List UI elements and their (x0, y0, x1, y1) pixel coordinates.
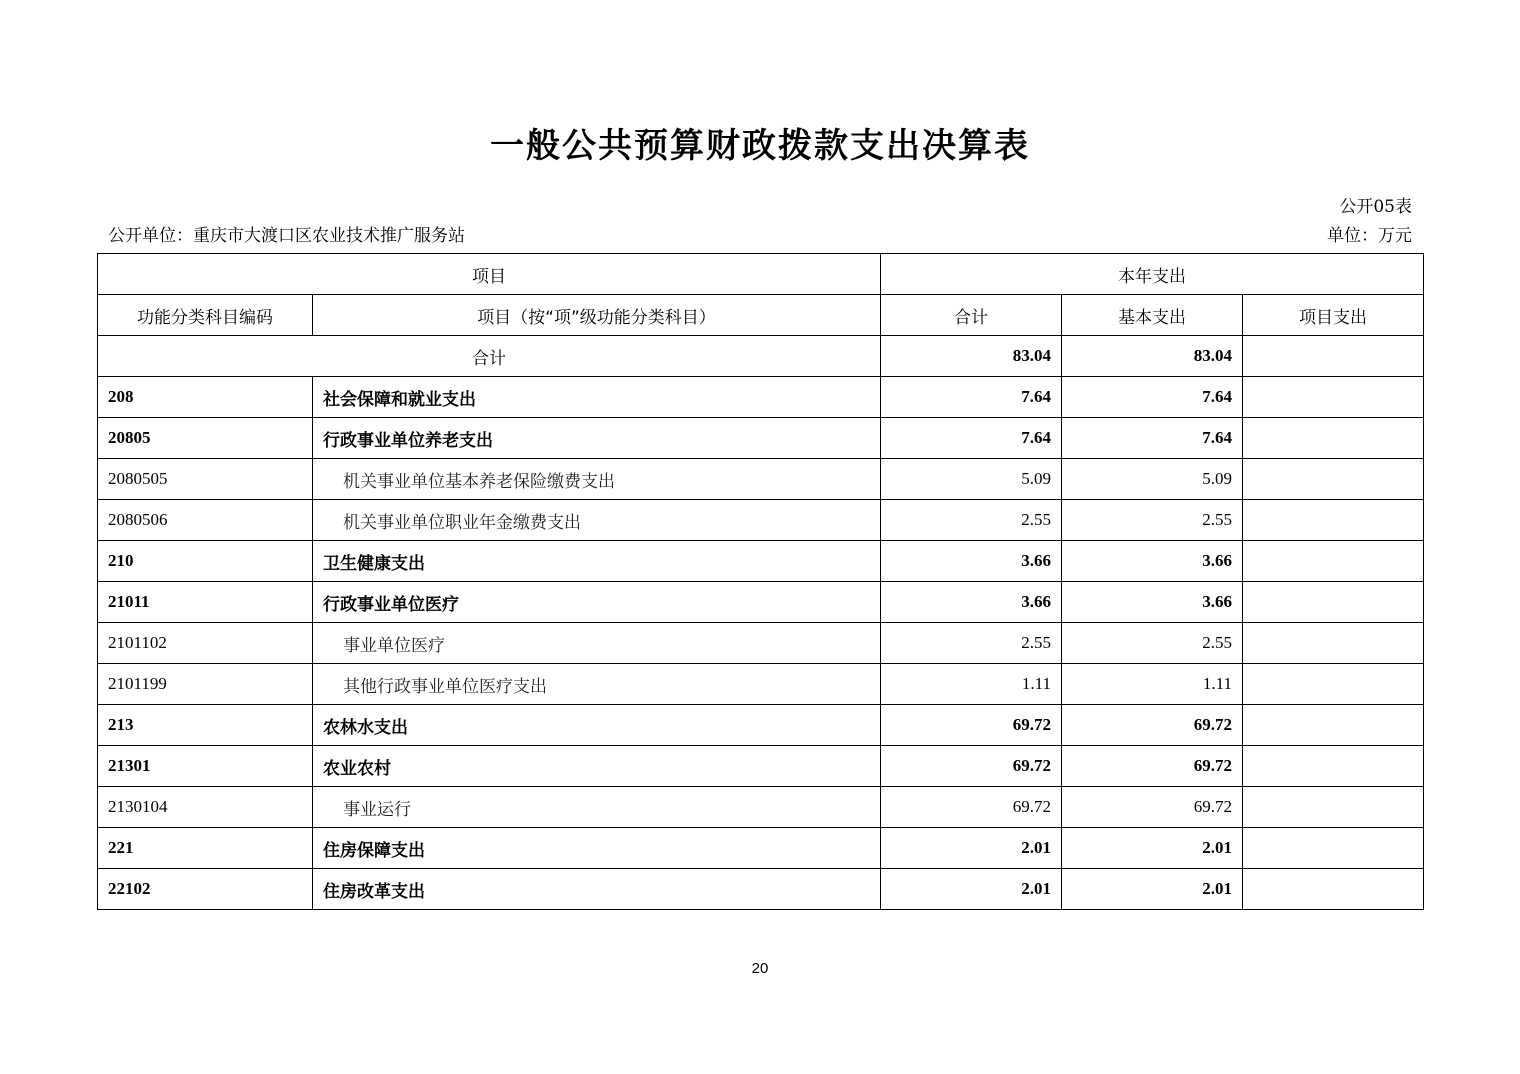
row-name: 事业单位医疗 (313, 623, 881, 664)
row-basic: 2.01 (1062, 869, 1243, 910)
row-project (1243, 623, 1424, 664)
page-title: 一般公共预算财政拨款支出决算表 (490, 126, 1030, 166)
row-code: 20805 (98, 418, 313, 459)
row-name: 事业运行 (313, 787, 881, 828)
row-code: 2101199 (98, 664, 313, 705)
row-name: 机关事业单位职业年金缴费支出 (313, 500, 881, 541)
table-row (98, 623, 1424, 664)
row-project (1243, 418, 1424, 459)
row-code: 213 (98, 705, 313, 746)
row-code: 22102 (98, 869, 313, 910)
total-row (98, 336, 1424, 377)
row-name: 住房改革支出 (313, 869, 881, 910)
row-total: 2.55 (881, 500, 1062, 541)
row-basic: 7.64 (1062, 377, 1243, 418)
row-name: 住房保障支出 (313, 828, 881, 869)
row-total: 7.64 (881, 418, 1062, 459)
row-code: 208 (98, 377, 313, 418)
header-project-exp: 项目支出 (1243, 295, 1424, 336)
row-total: 69.72 (881, 787, 1062, 828)
row-project (1243, 869, 1424, 910)
total-sum: 83.04 (881, 336, 1062, 377)
header-code: 功能分类科目编码 (98, 295, 313, 336)
row-basic: 7.64 (1062, 418, 1243, 459)
row-basic: 69.72 (1062, 705, 1243, 746)
table-row (98, 746, 1424, 787)
total-project (1243, 336, 1424, 377)
row-name: 农业农村 (313, 746, 881, 787)
row-total: 69.72 (881, 746, 1062, 787)
row-total: 3.66 (881, 541, 1062, 582)
total-label: 合计 (98, 336, 881, 377)
row-project (1243, 582, 1424, 623)
table-row (98, 828, 1424, 869)
measurement-unit: 单位：万元 (1327, 226, 1412, 246)
header-item: 项目（按“项”级功能分类科目） (313, 295, 881, 336)
row-code: 2101102 (98, 623, 313, 664)
row-name: 机关事业单位基本养老保险缴费支出 (313, 459, 881, 500)
row-basic: 69.72 (1062, 746, 1243, 787)
row-code: 21301 (98, 746, 313, 787)
header-total: 合计 (881, 295, 1062, 336)
row-total: 69.72 (881, 705, 1062, 746)
header-row-1 (98, 254, 1424, 295)
row-code: 2080505 (98, 459, 313, 500)
row-project (1243, 541, 1424, 582)
row-name: 农林水支出 (313, 705, 881, 746)
table-row (98, 500, 1424, 541)
header-row-2 (98, 295, 1424, 336)
form-number: 公开05表 (1339, 197, 1412, 217)
row-basic: 3.66 (1062, 541, 1243, 582)
expenditure-table (97, 253, 1424, 910)
table-row (98, 541, 1424, 582)
table-row (98, 418, 1424, 459)
row-total: 2.01 (881, 869, 1062, 910)
row-project (1243, 664, 1424, 705)
header-basic: 基本支出 (1062, 295, 1243, 336)
total-basic: 83.04 (1062, 336, 1243, 377)
table-row (98, 705, 1424, 746)
table-row (98, 377, 1424, 418)
row-basic: 1.11 (1062, 664, 1243, 705)
row-basic: 2.55 (1062, 500, 1243, 541)
row-total: 5.09 (881, 459, 1062, 500)
row-basic: 5.09 (1062, 459, 1243, 500)
table-row (98, 787, 1424, 828)
row-project (1243, 377, 1424, 418)
row-project (1243, 787, 1424, 828)
row-name: 卫生健康支出 (313, 541, 881, 582)
page-number: 20 (751, 960, 769, 977)
row-name: 社会保障和就业支出 (313, 377, 881, 418)
row-code: 221 (98, 828, 313, 869)
row-project (1243, 459, 1424, 500)
row-total: 3.66 (881, 582, 1062, 623)
row-total: 2.01 (881, 828, 1062, 869)
row-total: 2.55 (881, 623, 1062, 664)
row-name: 行政事业单位养老支出 (313, 418, 881, 459)
row-code: 2080506 (98, 500, 313, 541)
table-row (98, 664, 1424, 705)
row-total: 1.11 (881, 664, 1062, 705)
row-code: 210 (98, 541, 313, 582)
row-name: 其他行政事业单位医疗支出 (313, 664, 881, 705)
header-project: 项目 (98, 254, 881, 295)
header-current-year: 本年支出 (881, 254, 1424, 295)
row-basic: 3.66 (1062, 582, 1243, 623)
row-project (1243, 746, 1424, 787)
table-row (98, 869, 1424, 910)
row-name: 行政事业单位医疗 (313, 582, 881, 623)
row-basic: 2.55 (1062, 623, 1243, 664)
row-total: 7.64 (881, 377, 1062, 418)
table-row (98, 582, 1424, 623)
row-code: 2130104 (98, 787, 313, 828)
reporting-unit: 公开单位：重庆市大渡口区农业技术推广服务站 (108, 226, 465, 246)
row-code: 21011 (98, 582, 313, 623)
row-project (1243, 705, 1424, 746)
row-basic: 2.01 (1062, 828, 1243, 869)
table-row (98, 459, 1424, 500)
row-project (1243, 500, 1424, 541)
row-basic: 69.72 (1062, 787, 1243, 828)
row-project (1243, 828, 1424, 869)
